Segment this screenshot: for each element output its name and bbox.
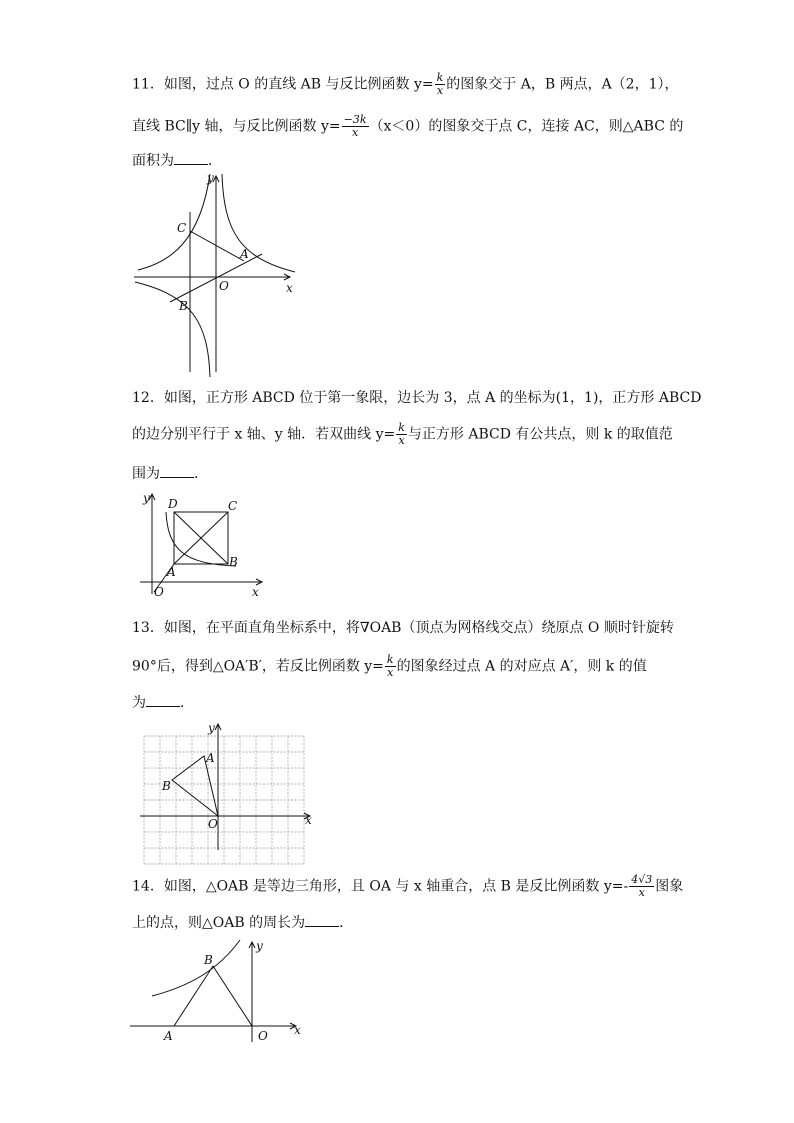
q14-fraction-num: 4√3 [631,873,653,886]
q14-label-a: A [164,1029,173,1043]
q13-fraction-num: k [386,653,394,666]
q12-line-3 [132,463,198,484]
q13-text-2b: 的图象经过点 A 的对应点 A′，则 k 的值 [396,658,647,675]
q14-triangle-oab [174,966,252,1026]
q13-label-b: B [162,779,171,793]
q14-fraction [629,874,654,899]
q11-label-o: O [219,279,229,293]
q12-label-x: x [252,585,259,599]
q12-text-2b: 与正方形 ABCD 有公共点，则 k 的取值范 [407,426,673,443]
q12-label-b: B [229,555,238,569]
q12-label-d: D [168,497,178,511]
q12-line-2 [132,422,673,447]
q12-line-1 [132,388,701,408]
q11-text-2b: （x＜0）的图象交于点 C，连接 AC，则△ABC 的 [369,118,684,135]
q11-label-c: C [177,221,187,235]
q13-figure [140,720,320,855]
q12-fraction-num: k [398,421,405,434]
q13-text-3a: 为 [132,695,146,711]
q11-curve-q3 [135,282,210,377]
q12-text-3a: 围为 [132,466,160,482]
q11-fraction-2-num: −3k [343,113,367,126]
q14-fraction-den: x [638,886,645,899]
q13-text-2a: 90°后，得到△OA′B′，若反比例函数 y= [132,658,384,675]
q11-text-2a: 直线 BC∥y 轴，与反比例函数 y= [132,118,341,135]
q12-answer-blank[interactable] [160,463,194,478]
q11-line-2 [132,114,683,139]
q11-line-3 [132,150,222,171]
q11-text-3b: ． [208,153,222,169]
q11-curve-q1 [222,174,295,272]
q13-line-1 [132,618,674,638]
q14-answer-blank[interactable] [305,912,339,927]
q11-label-y: y [207,171,214,185]
q12-fraction-den: x [398,434,405,447]
q13-triangle-oab [172,756,218,816]
q12-label-y: y [143,491,150,505]
q11-label-x: x [286,281,293,295]
q13-grid [144,736,304,864]
q12-text-1: 12．如图，正方形 ABCD 位于第一象限，边长为 3，点 A 的坐标为(1，1)，正方形 ABCD [132,390,702,406]
q13-label-o: O [208,817,218,831]
q13-label-x: x [305,813,312,827]
q11-fraction-2 [342,114,369,139]
q12-text-3b: . [194,466,199,482]
q11-text-3a: 面积为 [132,153,174,169]
q13-fraction-den: x [387,666,394,679]
q12-label-c: C [228,499,238,513]
q14-text-1a: 14．如图，△OAB 是等边三角形，且 OA 与 x 轴重合，点 B 是反比例函数 y=- [132,878,629,895]
q12-figure [140,490,270,600]
q11-text-1b: 的图象交于 A，B 两点，A（2，1）， [446,76,679,93]
q14-label-y: y [256,939,263,953]
q13-answer-blank[interactable] [146,692,180,707]
q13-line-3 [132,692,194,713]
q13-label-y: y [208,721,215,735]
q11-text-1a: 11．如图，过点 O 的直线 AB 与反比例函数 y= [132,76,434,93]
q13-label-a: A [206,751,215,765]
q11-label-a: A [240,247,249,261]
q12-text-2a: 的边分别平行于 x 轴、y 轴．若双曲线 y= [132,426,396,443]
q11-fraction-1-num: k [436,71,444,84]
q12-label-o: O [154,585,164,599]
q12-hyperbola [166,512,236,566]
q14-line-1 [132,874,683,899]
q13-fraction [385,654,396,679]
q14-label-b: B [204,953,213,967]
q12-fraction [396,422,407,447]
q11-fraction-1 [435,72,446,97]
q12-label-a: A [167,565,176,579]
q11-figure [130,172,300,377]
q14-text-2a: 上的点，则△OAB 的周长为 [132,915,306,931]
q13-text-1: 13．如图，在平面直角坐标系中，将∇OAB（顶点为网格线交点）绕原点 O 顺时针旋转 [132,620,674,636]
q11-line-1 [132,72,679,97]
q14-label-o: O [258,1029,268,1043]
q14-text-2b: ． [339,915,354,931]
q13-line-2 [132,654,647,679]
q14-line-2 [132,912,353,933]
q11-answer-blank[interactable] [174,150,208,165]
q14-text-1b: 图象 [655,878,684,895]
q14-label-x: x [294,1023,301,1037]
q11-fraction-2-den: x [351,126,359,139]
q11-label-b: B [179,299,188,313]
q14-figure [130,938,310,1048]
q11-fraction-1-den: x [436,84,444,97]
q11-curve-q2 [138,174,210,270]
q13-text-3b: ． [180,695,194,711]
